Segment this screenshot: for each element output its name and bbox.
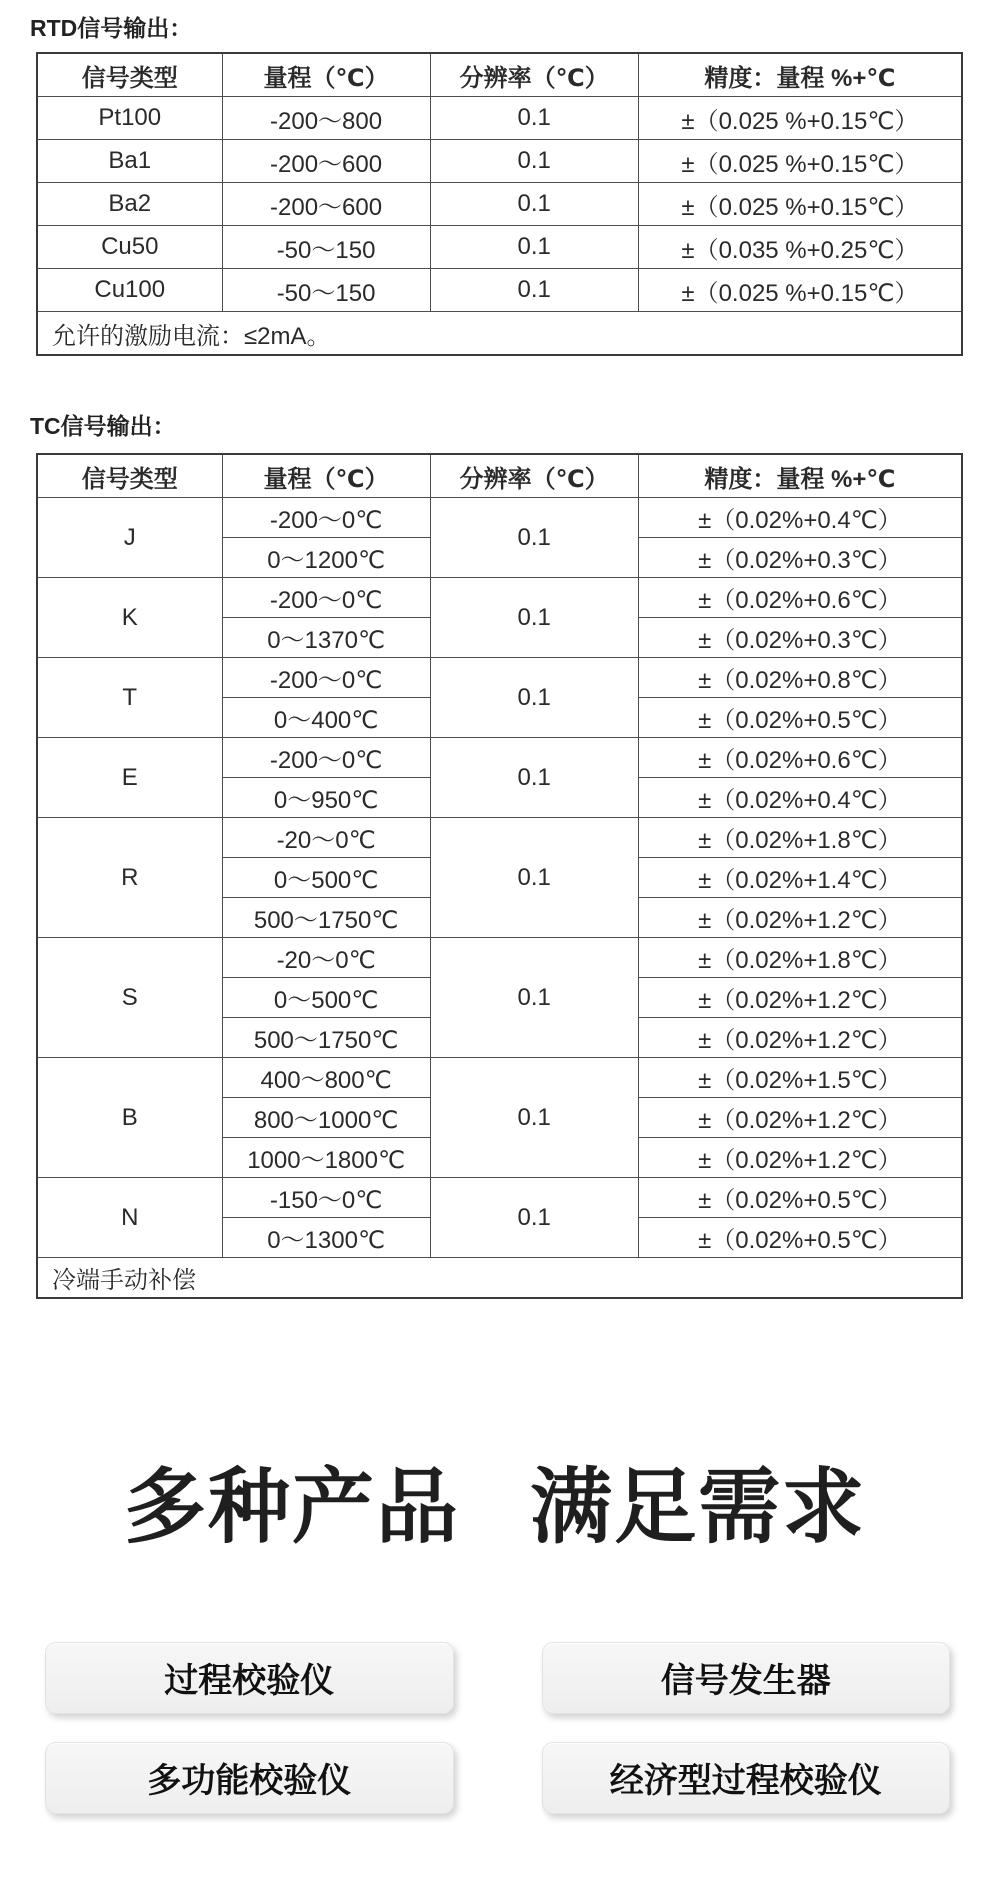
range-cell: 500～1750℃ xyxy=(222,1018,430,1058)
resolution-cell: 0.1 xyxy=(430,818,638,938)
range-cell: 0～1200℃ xyxy=(222,538,430,578)
table-footer-row xyxy=(37,312,962,356)
range-cell: 0～500℃ xyxy=(222,858,430,898)
table-footer-note: 冷端手动补偿 xyxy=(37,1258,962,1299)
promo-headline xyxy=(0,1457,990,1560)
range-cell: 0～400℃ xyxy=(222,698,430,738)
accuracy-cell: ±（0.035 %+0.25℃） xyxy=(638,226,962,269)
range-cell: 800～1000℃ xyxy=(222,1098,430,1138)
column-header: 分辨率（℃） xyxy=(430,53,638,97)
signal-type-cell: Cu50 xyxy=(37,226,222,269)
range-cell: 0～950℃ xyxy=(222,778,430,818)
accuracy-cell: ±（0.02%+1.8℃） xyxy=(638,938,962,978)
range-cell: -150～0℃ xyxy=(222,1178,430,1218)
accuracy-cell: ±（0.02%+0.4℃） xyxy=(638,778,962,818)
range-cell: -200～0℃ xyxy=(222,738,430,778)
signal-type-cell: R xyxy=(37,818,222,938)
range-cell: -50～150 xyxy=(222,269,430,312)
table-row xyxy=(37,578,962,618)
signal-type-cell: Ba1 xyxy=(37,140,222,183)
range-cell: -20～0℃ xyxy=(222,938,430,978)
column-header: 分辨率（℃） xyxy=(430,454,638,498)
resolution-cell: 0.1 xyxy=(430,578,638,658)
table-row xyxy=(37,1058,962,1098)
range-cell: 0～1370℃ xyxy=(222,618,430,658)
column-header: 量程（℃） xyxy=(222,53,430,97)
accuracy-cell: ±（0.025 %+0.15℃） xyxy=(638,269,962,312)
accuracy-cell: ±（0.02%+1.2℃） xyxy=(638,1098,962,1138)
resolution-cell: 0.1 xyxy=(430,226,638,269)
tc-header-row xyxy=(37,454,962,498)
column-header: 精度：量程 %+℃ xyxy=(638,454,962,498)
product-buttons xyxy=(45,1642,950,1814)
accuracy-cell: ±（0.02%+0.5℃） xyxy=(638,698,962,738)
range-cell: -50～150 xyxy=(222,226,430,269)
resolution-cell: 0.1 xyxy=(430,938,638,1058)
range-cell: -200～600 xyxy=(222,183,430,226)
range-cell: 0～1300℃ xyxy=(222,1218,430,1258)
signal-type-cell: Cu100 xyxy=(37,269,222,312)
table-footer-row xyxy=(37,1258,962,1299)
accuracy-cell: ±（0.02%+0.6℃） xyxy=(638,578,962,618)
range-cell: -20～0℃ xyxy=(222,818,430,858)
resolution-cell: 0.1 xyxy=(430,738,638,818)
signal-type-cell: T xyxy=(37,658,222,738)
column-header: 量程（℃） xyxy=(222,454,430,498)
column-header: 信号类型 xyxy=(37,454,222,498)
range-cell: 500～1750℃ xyxy=(222,898,430,938)
accuracy-cell: ±（0.02%+1.8℃） xyxy=(638,818,962,858)
rtd-header-row xyxy=(37,53,962,97)
resolution-cell: 0.1 xyxy=(430,658,638,738)
accuracy-cell: ±（0.02%+0.3℃） xyxy=(638,538,962,578)
resolution-cell: 0.1 xyxy=(430,1178,638,1258)
promo-headline-left: 多种产品 xyxy=(123,1462,460,1553)
signal-type-cell: B xyxy=(37,1058,222,1178)
accuracy-cell: ±（0.02%+0.4℃） xyxy=(638,498,962,538)
resolution-cell: 0.1 xyxy=(430,1058,638,1178)
signal-generator-button[interactable]: 信号发生器 xyxy=(542,1642,951,1714)
table-row xyxy=(37,738,962,778)
accuracy-cell: ±（0.02%+0.3℃） xyxy=(638,618,962,658)
rtd-spec-table xyxy=(36,52,963,356)
signal-type-cell: Pt100 xyxy=(37,97,222,140)
multifunction-calibrator-button[interactable]: 多功能校验仪 xyxy=(45,1742,454,1814)
resolution-cell: 0.1 xyxy=(430,269,638,312)
column-header: 精度：量程 %+℃ xyxy=(638,53,962,97)
resolution-cell: 0.1 xyxy=(430,183,638,226)
accuracy-cell: ±（0.02%+1.2℃） xyxy=(638,898,962,938)
signal-type-cell: N xyxy=(37,1178,222,1258)
table-row xyxy=(37,97,962,140)
accuracy-cell: ±（0.025 %+0.15℃） xyxy=(638,183,962,226)
range-cell: -200～0℃ xyxy=(222,498,430,538)
rtd-section-label: RTD信号输出： xyxy=(30,15,193,41)
signal-type-cell: J xyxy=(37,498,222,578)
table-row xyxy=(37,269,962,312)
table-row xyxy=(37,1178,962,1218)
table-row xyxy=(37,226,962,269)
table-row xyxy=(37,498,962,538)
range-cell: -200～0℃ xyxy=(222,658,430,698)
accuracy-cell: ±（0.02%+1.4℃） xyxy=(638,858,962,898)
range-cell: 0～500℃ xyxy=(222,978,430,1018)
accuracy-cell: ±（0.02%+1.2℃） xyxy=(638,1018,962,1058)
range-cell: -200～800 xyxy=(222,97,430,140)
accuracy-cell: ±（0.02%+0.8℃） xyxy=(638,658,962,698)
accuracy-cell: ±（0.02%+1.2℃） xyxy=(638,978,962,1018)
table-footer-note: 允许的激励电流：≤2mA。 xyxy=(37,312,962,356)
signal-type-cell: K xyxy=(37,578,222,658)
tc-section-label: TC信号输出： xyxy=(30,413,176,439)
table-row xyxy=(37,658,962,698)
process-calibrator-button[interactable]: 过程校验仪 xyxy=(45,1642,454,1714)
accuracy-cell: ±（0.02%+1.5℃） xyxy=(638,1058,962,1098)
table-row xyxy=(37,183,962,226)
resolution-cell: 0.1 xyxy=(430,140,638,183)
table-row xyxy=(37,818,962,858)
accuracy-cell: ±（0.025 %+0.15℃） xyxy=(638,140,962,183)
signal-type-cell: S xyxy=(37,938,222,1058)
signal-type-cell: E xyxy=(37,738,222,818)
resolution-cell: 0.1 xyxy=(430,97,638,140)
table-row xyxy=(37,140,962,183)
column-header: 信号类型 xyxy=(37,53,222,97)
accuracy-cell: ±（0.02%+1.2℃） xyxy=(638,1138,962,1178)
economy-process-calibrator-button[interactable]: 经济型过程校验仪 xyxy=(542,1742,951,1814)
table-row xyxy=(37,938,962,978)
accuracy-cell: ±（0.02%+0.5℃） xyxy=(638,1218,962,1258)
promo-headline-right: 满足需求 xyxy=(530,1462,867,1553)
range-cell: -200～0℃ xyxy=(222,578,430,618)
signal-type-cell: Ba2 xyxy=(37,183,222,226)
tc-spec-table xyxy=(36,453,963,1299)
range-cell: 1000～1800℃ xyxy=(222,1138,430,1178)
resolution-cell: 0.1 xyxy=(430,498,638,578)
range-cell: -200～600 xyxy=(222,140,430,183)
range-cell: 400～800℃ xyxy=(222,1058,430,1098)
accuracy-cell: ±（0.025 %+0.15℃） xyxy=(638,97,962,140)
accuracy-cell: ±（0.02%+0.6℃） xyxy=(638,738,962,778)
accuracy-cell: ±（0.02%+0.5℃） xyxy=(638,1178,962,1218)
